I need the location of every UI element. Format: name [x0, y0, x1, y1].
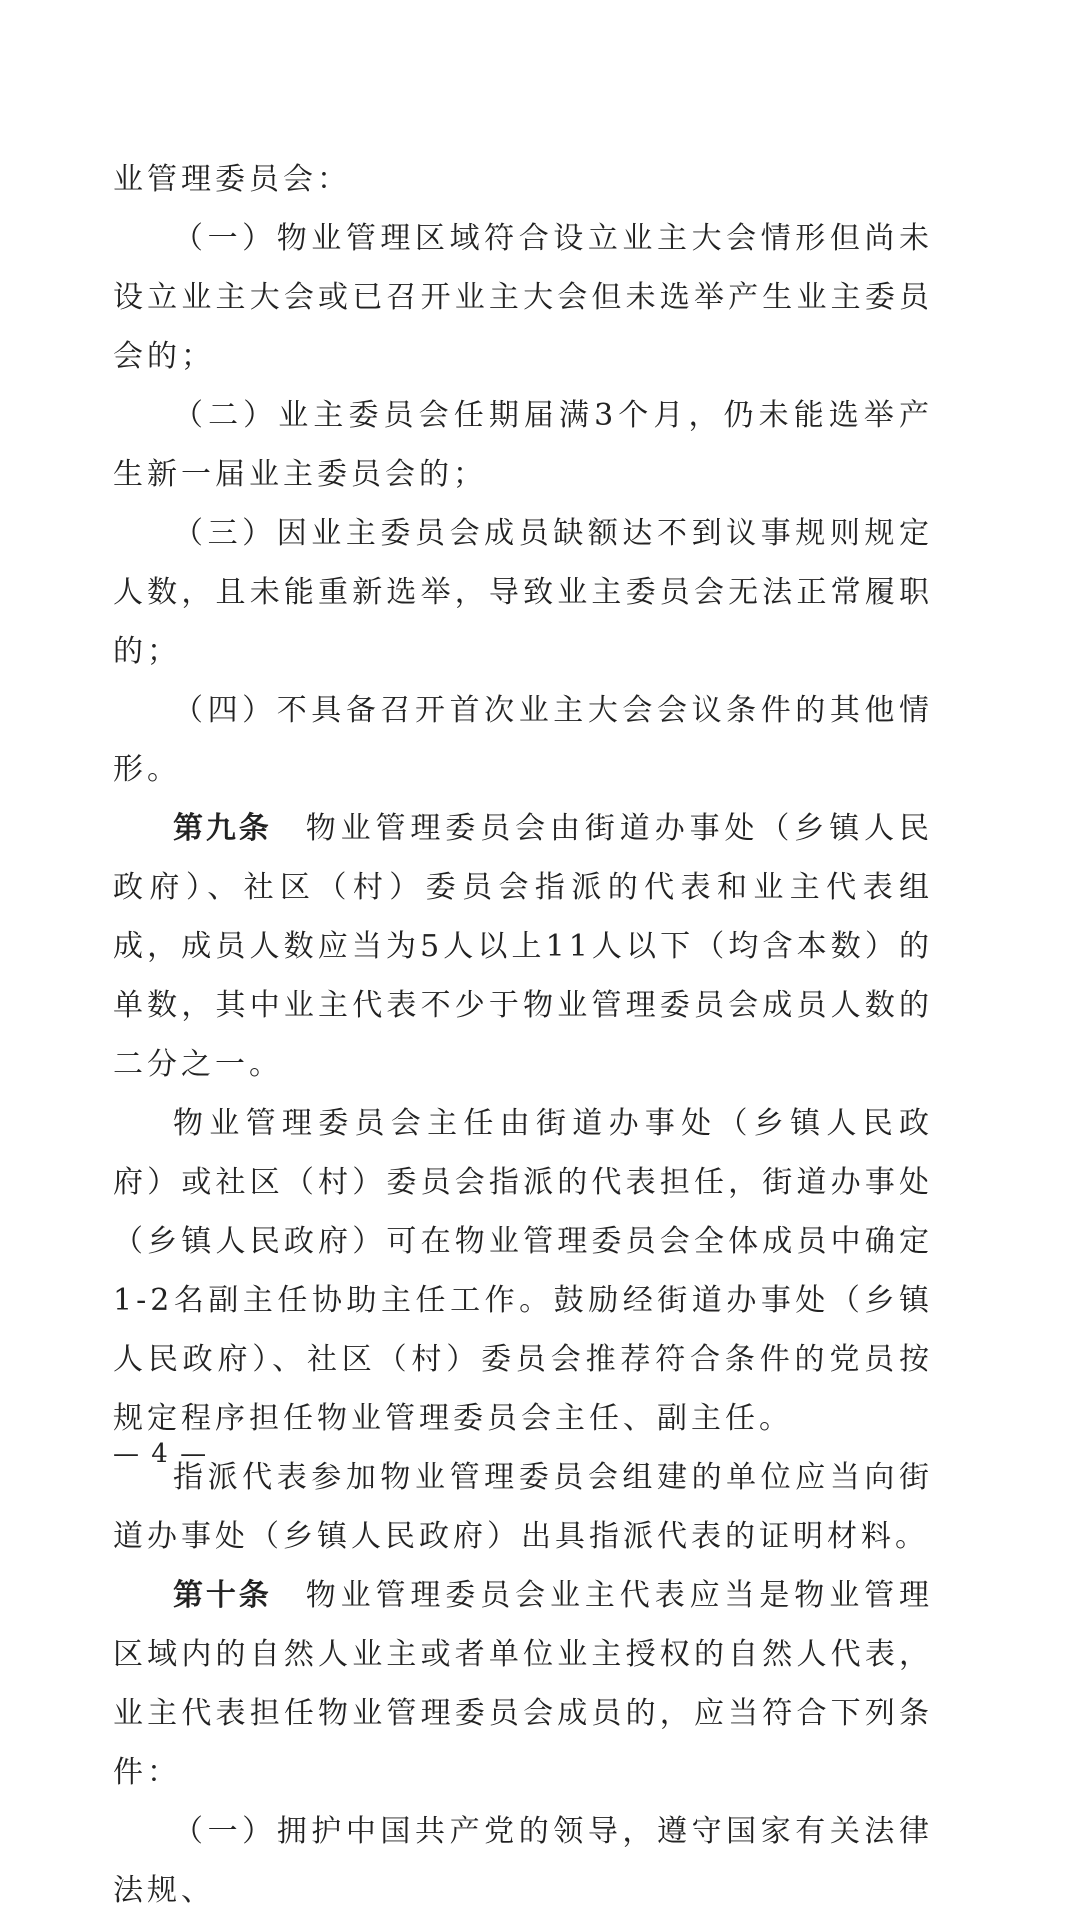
paragraph-text: （一）拥护中国共产党的领导，遵守国家有关法律法规、: [113, 1814, 933, 1908]
document-body: [113, 150, 933, 1920]
page-number: — 4 —: [113, 1439, 209, 1469]
paragraph-text: 物业管理委员会由街道办事处（乡镇人民政府）、社区（村）委员会指派的代表和业主代表组成，成员人数应当为5人以上11人以下（均含本数）的单数，其中业主代表不少于物业管理委员会成员人数的二分之一。: [113, 811, 934, 1082]
paragraph-text: 物业管理委员会业主代表应当是物业管理区域内的自然人业主或者单位业主授权的自然人代表，业主代表担任物业管理委员会成员的，应当符合下列条件：: [113, 1578, 934, 1790]
paragraph-text: （二）业主委员会任期届满3个月，仍未能选举产生新一届业主委员会的；: [113, 398, 933, 492]
list-item-3: [113, 504, 933, 681]
list-item-4: [113, 681, 933, 799]
article-9-para-2: [113, 1094, 933, 1448]
paragraph-text: （一）物业管理区域符合设立业主大会情形但尚未设立业主大会或已召开业主大会但未选举产生业主委员会的；: [113, 221, 933, 374]
list-item-1: [113, 209, 933, 386]
paragraph-text: 指派代表参加物业管理委员会组建的单位应当向街道办事处（乡镇人民政府）出具指派代表的证明材料。: [113, 1460, 933, 1554]
list-item-1: [113, 1802, 933, 1920]
article-9-para-3: [113, 1448, 933, 1566]
article-heading: 第九条: [173, 811, 272, 846]
article-9: [113, 799, 933, 1094]
article-10: [113, 1566, 933, 1802]
paragraph-text: 业管理委员会：: [113, 162, 351, 197]
paragraph-text: （三）因业主委员会成员缺额达不到议事规则规定人数，且未能重新选举，导致业主委员会无法正常履职的；: [113, 516, 933, 669]
paragraph-text: 物业管理委员会主任由街道办事处（乡镇人民政府）或社区（村）委员会指派的代表担任，街道办事处（乡镇人民政府）可在物业管理委员会全体成员中确定1-2名副主任协助主任工作。鼓励经街道办事处（乡镇人民政府）、社区（村）委员会推荐符合条件的党员按规定程序担任物业管理委员会主任、副主任。: [113, 1106, 933, 1436]
article-heading: 第十条: [173, 1578, 272, 1613]
paragraph-text: （四）不具备召开首次业主大会会议条件的其他情形。: [113, 693, 933, 787]
list-item-2: [113, 386, 933, 504]
paragraph-continuation: [113, 150, 933, 209]
